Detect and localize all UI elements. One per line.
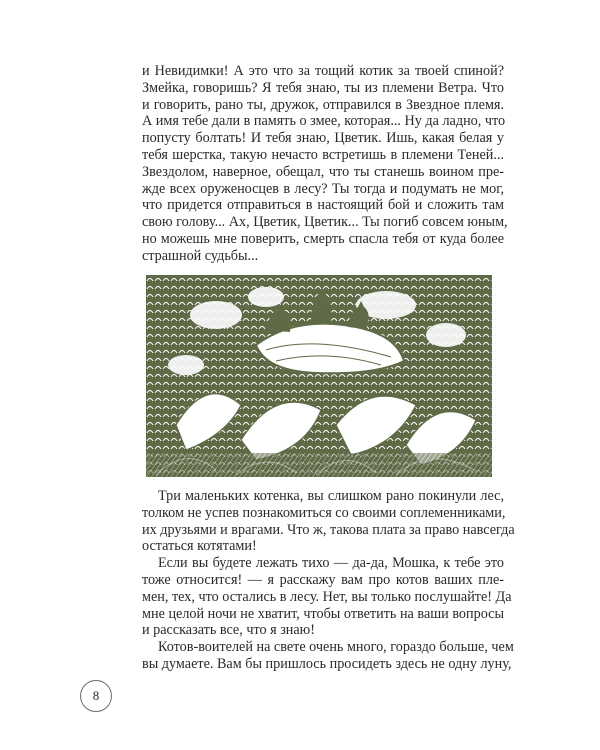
text-line: свою голову... Ах, Цветик, Цветик... Ты погиб совсем юным, [142, 214, 508, 231]
text-line: А имя тебе дали в память о змее, которая... Ну да ладно, что [142, 113, 506, 130]
top-paragraph [142, 63, 508, 265]
text-line: остаться котятами! [142, 538, 257, 555]
text-line: что придется отправиться в настоящий бой и сложить там [142, 197, 504, 214]
text-line: Три маленьких котенка, вы слишком рано покинули лес, [158, 488, 504, 504]
forest-cats-illustration [146, 275, 492, 477]
page-number: 8 [80, 680, 112, 712]
text-line: толком не успев познакомиться со своими соплеменниками, [142, 504, 506, 521]
text-line: Змейка, говоришь? Я тебя знаю, ты из племени Ветра. Что [142, 79, 504, 96]
text-line: тебя шерстка, такую нечасто встретишь в племени Теней... [142, 146, 504, 163]
bottom-text [142, 488, 515, 673]
text-line: и говорить, рано ты, дружок, отправился в Звездное племя. [142, 96, 504, 113]
text-line: их друзьями и врагами. Что ж, такова плата за право навсегда [142, 521, 515, 538]
text-line: и рассказать все, что я знаю! [142, 622, 316, 639]
text-line: Звездолом, наверное, обещал, что ты станешь воином пре- [142, 163, 504, 180]
text-line: мен, тех, что остались в лесу. Нет, вы только послушайте! Да [142, 588, 512, 605]
text-line: вы думаете. Вам бы пришлось просидеть здесь не одну луну, [142, 655, 512, 672]
text-line: попусту болтать! И тебя знаю, Цветик. Ишь, какая белая у [142, 130, 504, 147]
text-line: тоже относится! — я расскажу вам про котов ваших пле- [142, 571, 504, 588]
text-line: Если вы будете лежать тихо — да-да, Мошка, к тебе это [158, 555, 504, 572]
text-line: Котов-воителей на свете очень много, гораздо больше, чем [158, 639, 514, 656]
text-line: и Невидимки! А это что за тощий котик за твоей спиной? [142, 63, 504, 79]
text-line: мне целой ночи не хватит, чтобы ответить на ваши вопросы [142, 605, 504, 622]
text-line: страшной судьбы... [142, 247, 259, 264]
text-line: жде всех оруженосцев в лесу? Ты тогда и подумать не мог, [142, 180, 504, 197]
text-line: но можешь мне поверить, смерть спасла тебя от куда более [142, 230, 504, 247]
